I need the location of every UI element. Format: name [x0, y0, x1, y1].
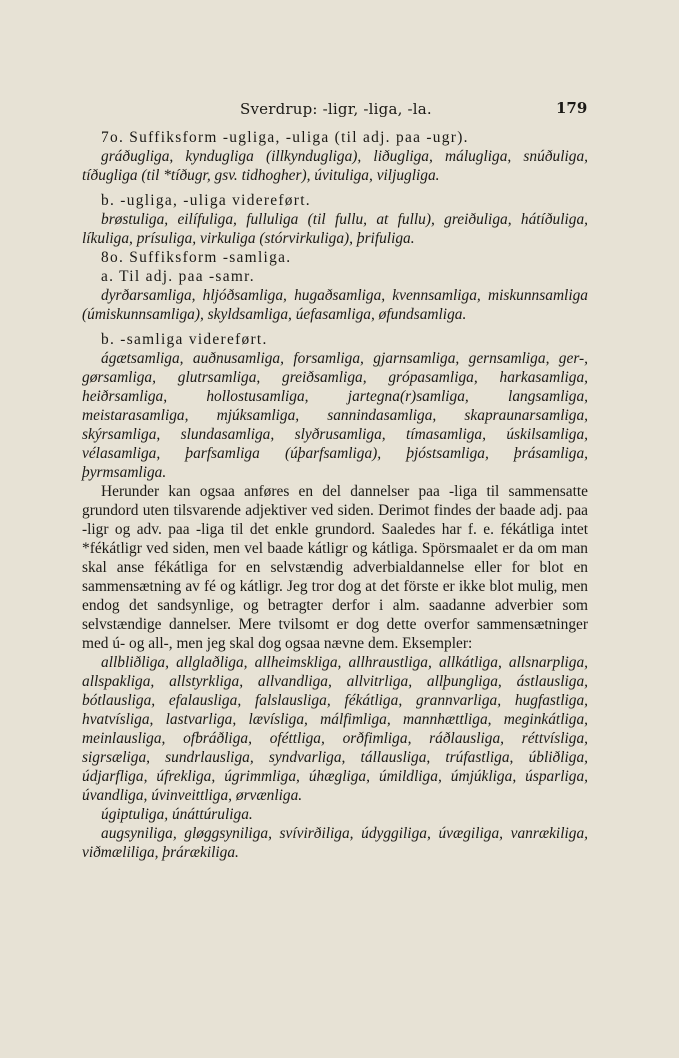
section-8a-heading: a. Til adj. paa -samr.	[101, 268, 255, 285]
section-8a-word-list: dyrðarsamliga, hljóðsamliga, hugaðsamliga, kvennsamliga, miskunnsamliga (úmiskunnsamliga), skyldsamliga, úefasamliga, øfundsamliga.	[82, 287, 588, 323]
examples-list-3: augsyniliga, gløggsyniliga, svívirðiliga, údyggiliga, úvægiliga, vanrækiliga, viðmæliliga, þrárækiliga.	[82, 825, 588, 861]
examples-list-1: allbliðliga, allglaðliga, allheimskliga, allhraustliga, allkátliga, allsnarpliga, allspakliga, allstyrkliga, allvandliga, allvitrliga, allþungliga, ástlausliga, bótlausliga, efalausliga, falslausliga, fékátliga, grannvarliga, hugfastliga, hvatvísliga, lastvarliga, lævísliga, málfimliga, mannhættliga, meginkátliga, meinlausliga, ofbráðliga, oféttliga, orðfimliga, ráðlausliga, réttvísliga, sigrsæliga, sundrlausliga, syndvarliga, tállausliga, trúfastliga, úbliðliga, údjarfliga, úfrekliga, úgrimmliga, úhægliga, úmildliga, úmjúkliga, úsparliga, úvandliga, úvinveittliga, ørvænliga.	[82, 654, 588, 804]
section-7b-heading: b. -ugliga, -uliga videreført.	[101, 192, 311, 209]
page-body	[82, 128, 588, 862]
running-title: Sverdrup: -ligr, -liga, -la.	[240, 100, 432, 118]
section-8b-heading: b. -samliga videreført.	[101, 331, 268, 348]
section-8-heading: 8o. Suffiksform -samliga.	[101, 249, 292, 266]
page-number: 179	[556, 99, 588, 117]
discussion-paragraph: Herunder kan ogsaa anføres en del dannelser paa -liga til sammensatte grundord uten tilsvarende adjektiver ved siden. Derimot findes der baade adj. paa -ligr og adv. paa -liga til det enkle grundord. Saaledes har f. e. fékátliga intet *fékátligr ved siden, men vel baade kátligr og kátliga. Spörsmaalet er da om man skal anse fékátliga for en selvstændig adverbialdannelse eller for blot en sammensætning av fé og kátligr. Jeg tror dog at det förste er ikke blot mulig, men endog det sandsynlige, og betragter derfor i alm. saadanne adverbier som selvstændige dannelser. Mere tvilsomt er dog dette overfor sammensætninger med ú- og all-, men jeg skal dog ogsaa nævne dem. Eksempler:	[82, 483, 588, 652]
examples-list-2: úgiptuliga, únáttúruliga.	[101, 806, 253, 823]
section-7-heading: 7o. Suffiksform -ugliga, -uliga (til adj. paa -ugr).	[101, 129, 469, 146]
section-8b-word-list: ágætsamliga, auðnusamliga, forsamliga, gjarnsamliga, gernsamliga, ger-, gørsamliga, glutrsamliga, greiðsamliga, grópasamliga, harkasamliga, heiðrsamliga, hollostusamliga, jartegna(r)samliga, langsamliga, meistarasamliga, mjúksamliga, sannindasamliga, skapraunarsamliga, skýrsamliga, slundasamliga, slyðrusamliga, tímasamliga, úskilsamliga, vélasamliga, þarfsamliga (úþarfsamliga), þjóstsamliga, þrásamliga, þyrmsamliga.	[82, 350, 588, 481]
section-7b-word-list: brøstuliga, eilífuliga, fulluliga (til fullu, at fullu), greiðuliga, hátíðuliga, líkuliga, prísuliga, virkuliga (stórvirkuliga), þrifuliga.	[82, 211, 588, 247]
section-7-word-list: gráðugliga, kyndugliga (illkyndugliga), liðugliga, málugliga, snúðuliga, tíðugliga (til *tíðugr, gsv. tidhogher), úvituliga, viljugliga.	[82, 148, 588, 184]
